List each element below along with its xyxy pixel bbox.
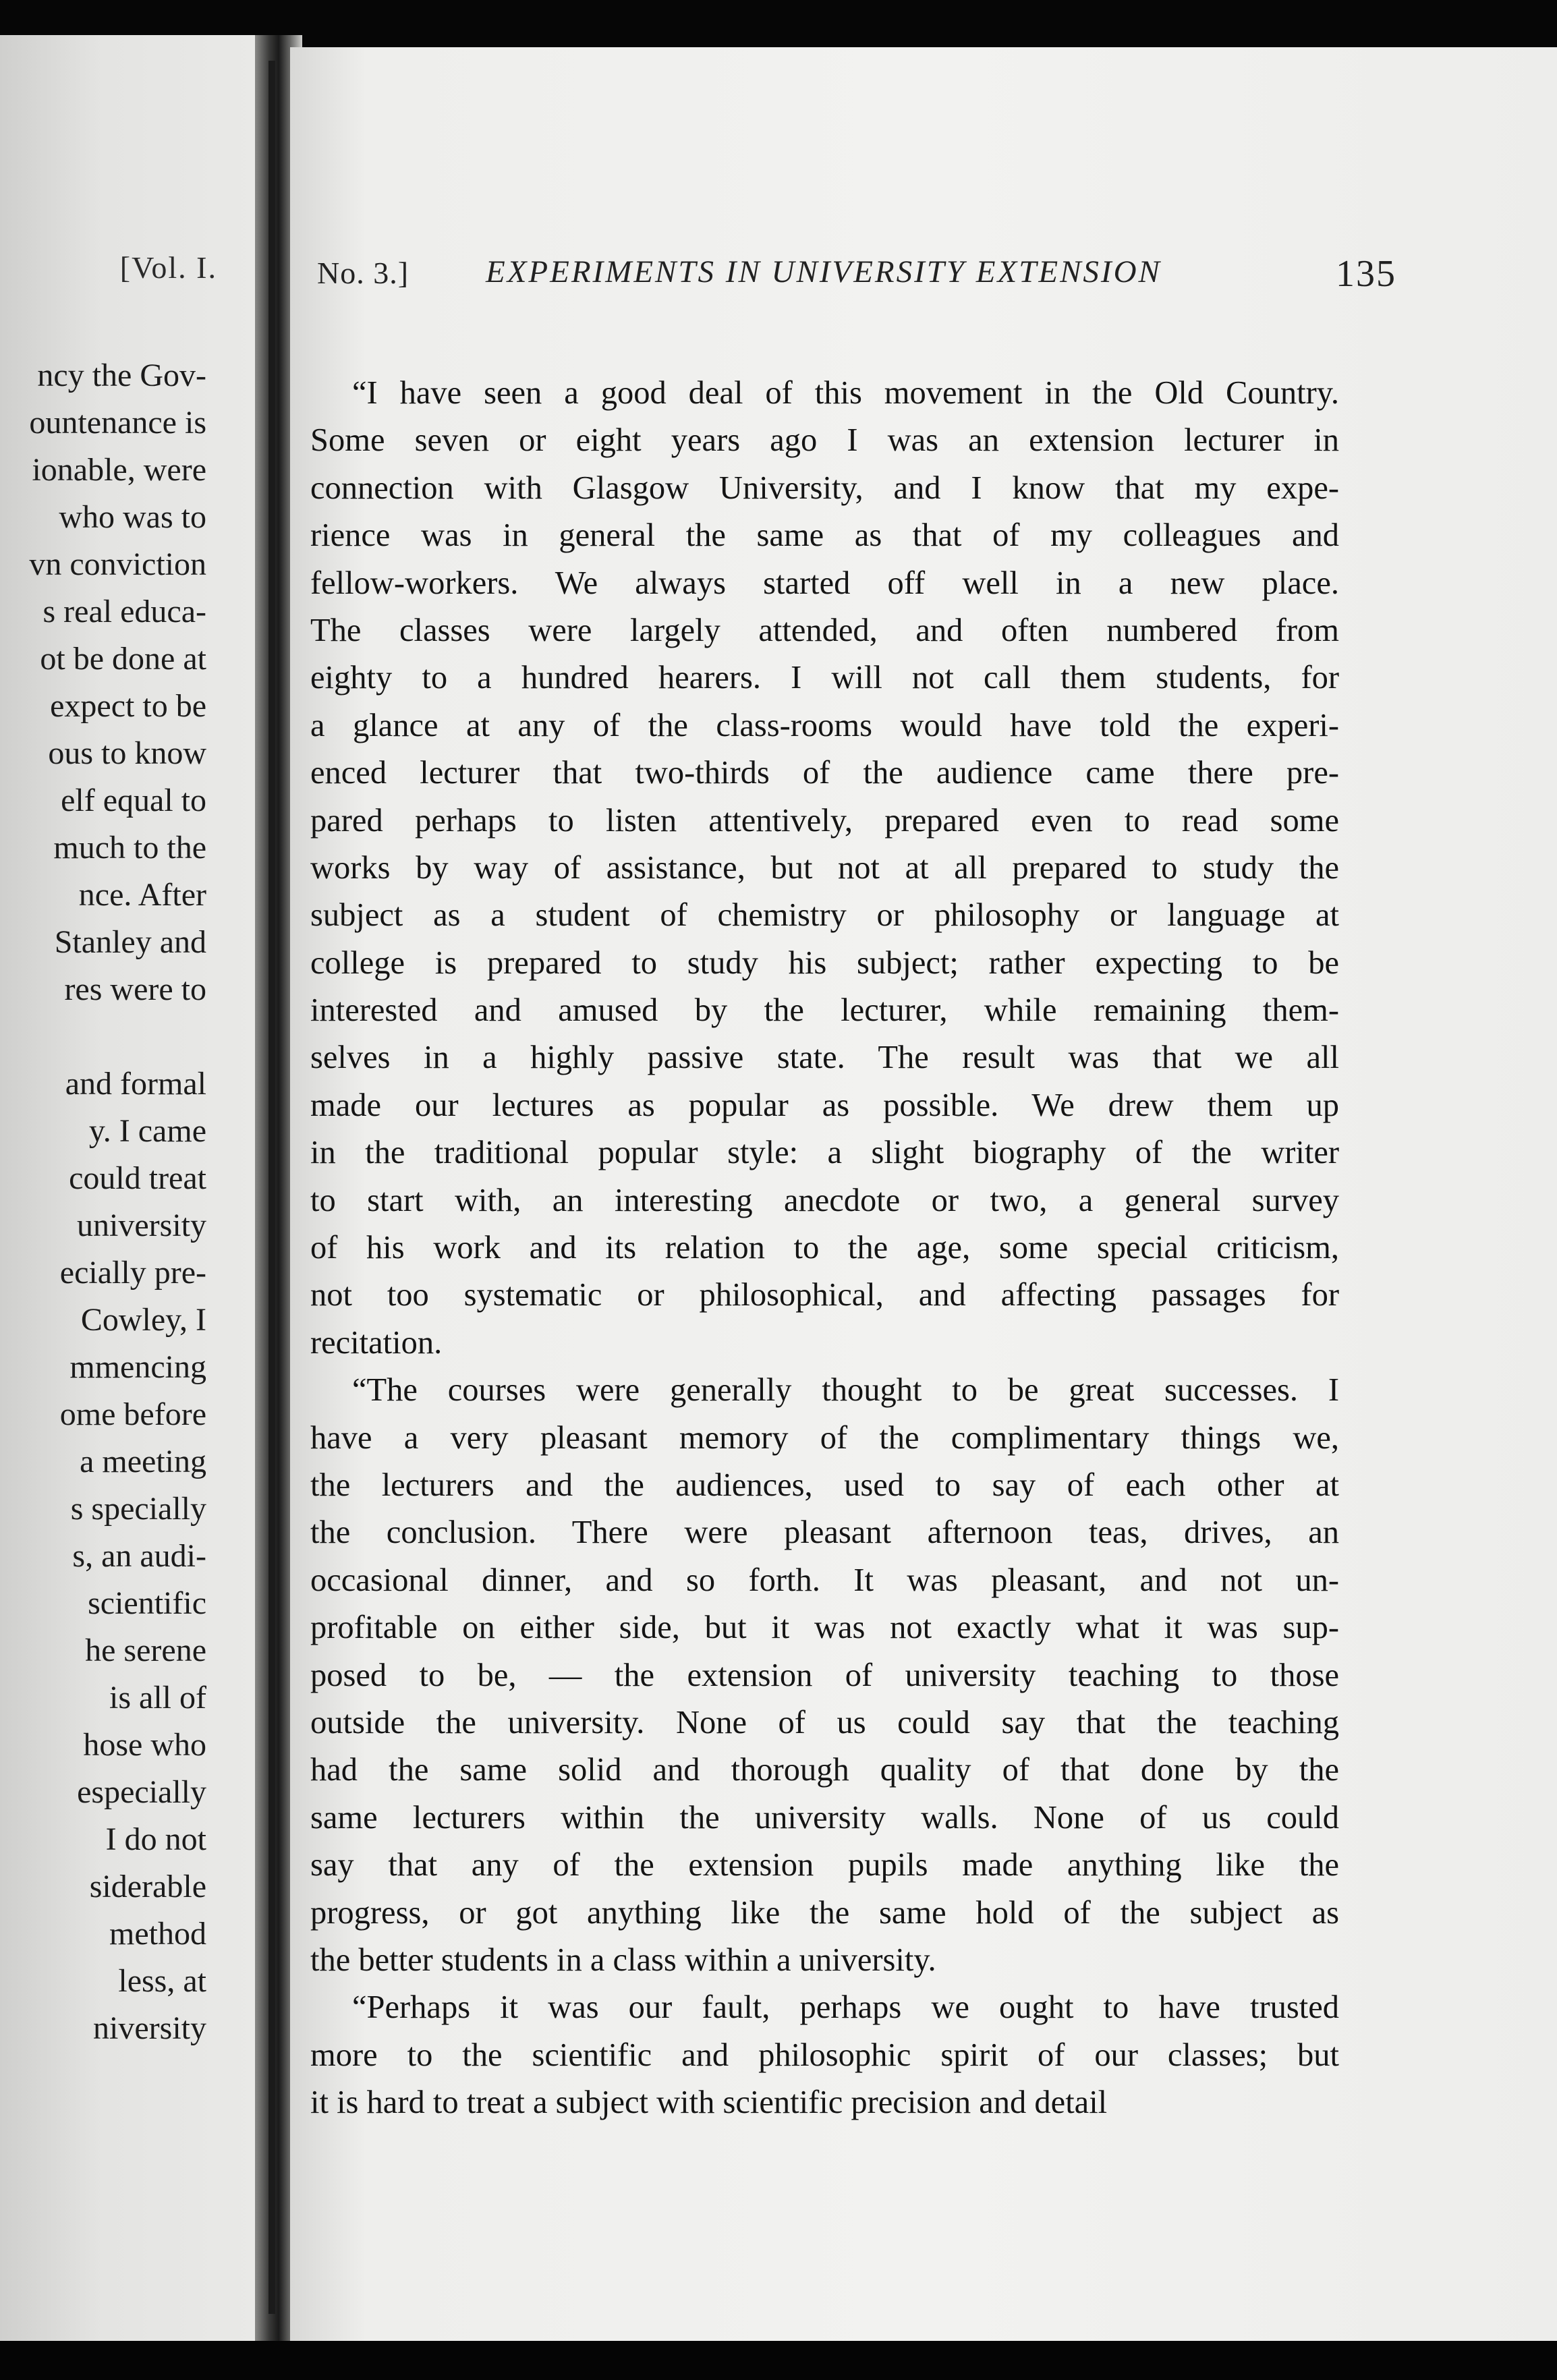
left-page-header: [Vol. I. — [119, 250, 217, 285]
left-line: I do not — [105, 1821, 206, 1857]
text-line: the lecturers and the audiences, used to say of each other at — [310, 1467, 1339, 1503]
paragraph — [310, 1367, 1339, 1984]
left-line: nce. After — [78, 877, 206, 913]
issue-number: No. 3.] — [317, 256, 409, 290]
text-line: rience was in general the same as that of my colleagues and — [310, 517, 1339, 554]
text-line: the better students in a class within a university. — [310, 1942, 936, 1978]
left-line: scientific — [88, 1585, 206, 1621]
running-head — [317, 247, 1396, 301]
left-line: ecially pre- — [59, 1255, 206, 1291]
text-line: recitation. — [310, 1324, 443, 1361]
left-line-gap — [29, 1013, 206, 1060]
left-line: s specially — [70, 1491, 206, 1527]
text-line: subject as a student of chemistry or philosophy or language at — [310, 897, 1339, 934]
left-line: he serene — [85, 1633, 206, 1668]
left-line: is all of — [109, 1680, 206, 1716]
paragraph — [310, 1984, 1339, 2126]
left-line: Stanley and — [54, 924, 206, 960]
left-line: siderable — [89, 1869, 206, 1904]
text-line: not too systematic or philosophical, and affecting passages for — [310, 1277, 1339, 1313]
text-line: outside the university. None of us could say that the teaching — [310, 1704, 1339, 1740]
left-line: vn conviction — [29, 546, 206, 582]
text-line: eighty to a hundred hearers. I will not call them students, for — [310, 660, 1339, 696]
text-line: enced lecturer that two-thirds of the audience came there pre- — [310, 755, 1339, 791]
left-line: Cowley, I — [80, 1302, 206, 1338]
left-line: method — [109, 1916, 206, 1952]
left-line: university — [77, 1208, 206, 1243]
left-line: especially — [77, 1774, 206, 1810]
left-line: res were to — [64, 971, 206, 1007]
left-line: ot be done at — [40, 641, 206, 677]
text-line: interested and amused by the lecturer, while remaining them- — [310, 992, 1339, 1029]
left-line: expect to be — [50, 688, 206, 724]
scan-bottom-edge — [0, 2341, 1557, 2380]
text-line: occasional dinner, and so forth. It was pleasant, and not un- — [310, 1562, 1339, 1598]
text-line: The classes were largely attended, and often numbered from — [310, 612, 1339, 648]
left-line: s, an audi- — [72, 1538, 206, 1574]
text-line: profitable on either side, but it was not exactly what it was sup- — [310, 1610, 1339, 1646]
text-line: “I have seen a good deal of this movement in the Old Country. — [352, 375, 1339, 411]
text-line: fellow-workers. We always started off well in a new place. — [310, 565, 1339, 601]
text-line: works by way of assistance, but not at all prepared to study the — [310, 849, 1339, 886]
text-line: have a very pleasant memory of the complimentary things we, — [310, 1419, 1339, 1456]
paragraph — [310, 370, 1339, 1367]
text-line: the conclusion. There were pleasant afternoon teas, drives, an — [310, 1514, 1339, 1551]
left-line: elf equal to — [61, 783, 206, 818]
text-line: same lecturers within the university walls. None of us could — [310, 1799, 1339, 1836]
left-line: mmencing — [69, 1349, 206, 1385]
text-line: posed to be, — the extension of university teaching to those — [310, 1657, 1339, 1693]
left-line: y. I came — [88, 1113, 206, 1149]
text-line: say that any of the extension pupils made anything like the — [310, 1847, 1339, 1883]
left-line: who was to — [59, 499, 206, 535]
text-line: “The courses were generally thought to be great successes. I — [352, 1372, 1339, 1409]
left-line: less, at — [118, 1963, 206, 1999]
text-line: “Perhaps it was our fault, perhaps we ought to have trusted — [352, 1989, 1339, 2026]
left-line: could treat — [69, 1160, 206, 1196]
text-line: Some seven or eight years ago I was an extension lecturer in — [310, 422, 1339, 459]
left-line: much to the — [53, 830, 206, 866]
text-line: had the same solid and thorough quality of that done by the — [310, 1752, 1339, 1788]
text-line: pared perhaps to listen attentively, prepared even to read some — [310, 802, 1339, 839]
left-line: s real educa- — [43, 594, 206, 629]
left-line: hose who — [83, 1727, 206, 1763]
text-line: in the traditional popular style: a slight biography of the writer — [310, 1135, 1339, 1171]
left-line: niversity — [93, 2010, 206, 2046]
left-page-text — [29, 352, 206, 2052]
text-line: made our lectures as popular as possible. We drew them up — [310, 1087, 1339, 1123]
text-line: of his work and its relation to the age, some special criticism, — [310, 1230, 1339, 1266]
left-line: and formal — [65, 1066, 206, 1102]
text-line: connection with Glasgow University, and I know that my expe- — [310, 470, 1339, 506]
right-page — [290, 47, 1557, 2341]
text-line: it is hard to treat a subject with scientific precision and detail — [310, 2085, 1108, 2121]
left-line: ionable, were — [32, 452, 206, 488]
text-line: to start with, an interesting anecdote or two, a general survey — [310, 1182, 1339, 1218]
left-line: a meeting — [80, 1444, 206, 1479]
left-page — [0, 35, 255, 2341]
body-text — [310, 370, 1339, 2126]
page-number: 135 — [1336, 253, 1396, 295]
left-line: ous to know — [48, 735, 206, 771]
left-line: ountenance is — [29, 405, 206, 441]
text-line: selves in a highly passive state. The result was that we all — [310, 1040, 1339, 1076]
text-line: more to the scientific and philosophic spirit of our classes; but — [310, 2037, 1339, 2073]
text-line: college is prepared to study his subject; rather expecting to be — [310, 944, 1339, 981]
running-title: EXPERIMENTS IN UNIVERSITY EXTENSION — [486, 254, 1162, 289]
left-line: ome before — [59, 1396, 206, 1432]
gutter-shadow-line — [268, 61, 275, 2314]
text-line: progress, or got anything like the same hold of the subject as — [310, 1894, 1339, 1931]
left-line: ncy the Gov- — [37, 358, 206, 393]
text-line: a glance at any of the class-rooms would have told the experi- — [310, 707, 1339, 743]
